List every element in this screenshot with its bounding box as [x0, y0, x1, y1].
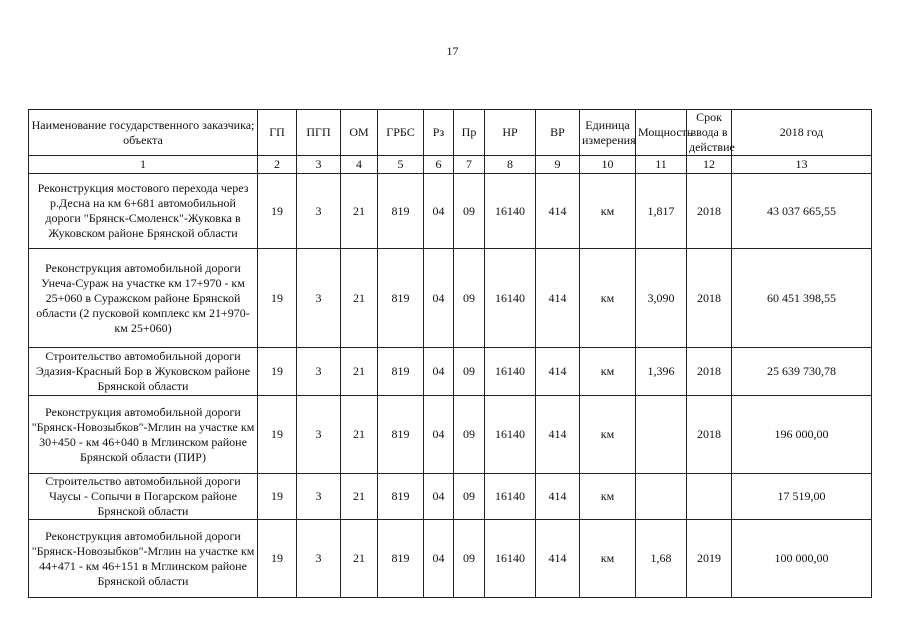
- cell-vr: 414: [536, 174, 580, 249]
- cell-om: 21: [341, 520, 378, 598]
- header-cell: ВР: [536, 110, 580, 156]
- cell-grbs: 819: [378, 348, 424, 396]
- cell-amount-2018: 43 037 665,55: [732, 174, 872, 249]
- cell-commission-year: 2018: [687, 348, 732, 396]
- cell-amount-2018: 60 451 398,55: [732, 249, 872, 348]
- header-cell: Рз: [424, 110, 454, 156]
- column-number: 13: [732, 156, 872, 174]
- cell-om: 21: [341, 348, 378, 396]
- cell-pgp: 3: [297, 249, 341, 348]
- cell-amount-2018: 17 519,00: [732, 474, 872, 520]
- table-row: [29, 249, 872, 348]
- cell-gp: 19: [258, 249, 297, 348]
- cell-commission-year: 2018: [687, 249, 732, 348]
- cell-pr: 09: [454, 520, 485, 598]
- cell-gp: 19: [258, 474, 297, 520]
- cell-pr: 09: [454, 474, 485, 520]
- cell-capacity: [636, 474, 687, 520]
- cell-nr: 16140: [485, 474, 536, 520]
- cell-nr: 16140: [485, 174, 536, 249]
- table-row: [29, 474, 872, 520]
- cell-vr: 414: [536, 348, 580, 396]
- cell-gp: 19: [258, 520, 297, 598]
- cell-unit: км: [580, 396, 636, 474]
- header-cell: ОМ: [341, 110, 378, 156]
- header-cell: НР: [485, 110, 536, 156]
- cell-unit: км: [580, 348, 636, 396]
- cell-rz: 04: [424, 249, 454, 348]
- cell-nr: 16140: [485, 249, 536, 348]
- cell-grbs: 819: [378, 174, 424, 249]
- cell-capacity: [636, 396, 687, 474]
- cell-commission-year: 2019: [687, 520, 732, 598]
- object-name: Реконструкция автомобильной дороги "Брянск-Новозыбков"-Мглин на участке км 44+471 - км 46+151 в Мглинском районе Брянской области: [29, 520, 258, 598]
- object-name: Реконструкция автомобильной дороги "Брянск-Новозыбков"-Мглин на участке км 30+450 - км 46+040 в Мглинском районе Брянской области (ПИР): [29, 396, 258, 474]
- column-number: 10: [580, 156, 636, 174]
- cell-unit: км: [580, 249, 636, 348]
- column-number: 3: [297, 156, 341, 174]
- cell-om: 21: [341, 249, 378, 348]
- cell-unit: км: [580, 174, 636, 249]
- cell-nr: 16140: [485, 348, 536, 396]
- cell-rz: 04: [424, 474, 454, 520]
- column-number: 2: [258, 156, 297, 174]
- cell-rz: 04: [424, 348, 454, 396]
- object-name: Строительство автомобильной дороги Чаусы - Сопычи в Погарском районе Брянской области: [29, 474, 258, 520]
- column-number: 6: [424, 156, 454, 174]
- cell-amount-2018: 25 639 730,78: [732, 348, 872, 396]
- cell-pr: 09: [454, 249, 485, 348]
- column-number: 12: [687, 156, 732, 174]
- cell-grbs: 819: [378, 474, 424, 520]
- cell-commission-year: 2018: [687, 396, 732, 474]
- cell-rz: 04: [424, 174, 454, 249]
- cell-unit: км: [580, 520, 636, 598]
- page-number: 17: [446, 44, 459, 58]
- header-cell: Мощность: [636, 110, 687, 156]
- cell-amount-2018: 100 000,00: [732, 520, 872, 598]
- cell-rz: 04: [424, 396, 454, 474]
- cell-unit: км: [580, 474, 636, 520]
- cell-grbs: 819: [378, 249, 424, 348]
- cell-vr: 414: [536, 249, 580, 348]
- cell-amount-2018: 196 000,00: [732, 396, 872, 474]
- cell-pgp: 3: [297, 348, 341, 396]
- cell-capacity: 3,090: [636, 249, 687, 348]
- cell-commission-year: [687, 474, 732, 520]
- cell-pgp: 3: [297, 174, 341, 249]
- header-cell: ГП: [258, 110, 297, 156]
- cell-pgp: 3: [297, 396, 341, 474]
- cell-gp: 19: [258, 348, 297, 396]
- cell-capacity: 1,68: [636, 520, 687, 598]
- cell-rz: 04: [424, 520, 454, 598]
- object-name: Строительство автомобильной дороги Эдазия-Красный Бор в Жуковском районе Брянской области: [29, 348, 258, 396]
- cell-pr: 09: [454, 348, 485, 396]
- cell-pgp: 3: [297, 520, 341, 598]
- cell-capacity: 1,817: [636, 174, 687, 249]
- column-number: 5: [378, 156, 424, 174]
- table-row: [29, 348, 872, 396]
- cell-grbs: 819: [378, 520, 424, 598]
- cell-commission-year: 2018: [687, 174, 732, 249]
- column-number: 7: [454, 156, 485, 174]
- cell-nr: 16140: [485, 396, 536, 474]
- cell-gp: 19: [258, 396, 297, 474]
- cell-vr: 414: [536, 520, 580, 598]
- column-number: 11: [636, 156, 687, 174]
- cell-gp: 19: [258, 174, 297, 249]
- object-name: Реконструкция автомобильной дороги Унеча-Сураж на участке км 17+970 - км 25+060 в Суражском районе Брянской области (2 пусковой комплекс км 21+970-км 25+060): [29, 249, 258, 348]
- header-cell: ПГП: [297, 110, 341, 156]
- header-cell: Единица измерения: [580, 110, 636, 156]
- header-cell: Пр: [454, 110, 485, 156]
- table-row: [29, 520, 872, 598]
- cell-grbs: 819: [378, 396, 424, 474]
- cell-pr: 09: [454, 174, 485, 249]
- cell-om: 21: [341, 396, 378, 474]
- cell-vr: 414: [536, 396, 580, 474]
- header-cell: Срок ввода в действие: [687, 110, 732, 156]
- table-row: [29, 174, 872, 249]
- table-row: [29, 396, 872, 474]
- budget-table: [28, 109, 872, 598]
- cell-pgp: 3: [297, 474, 341, 520]
- cell-om: 21: [341, 174, 378, 249]
- cell-capacity: 1,396: [636, 348, 687, 396]
- object-name: Реконструкция мостового перехода через р.Десна на км 6+681 автомобильной дороги "Брянск-Смоленск"-Жуковка в Жуковском районе Брянской области: [29, 174, 258, 249]
- cell-pr: 09: [454, 396, 485, 474]
- column-number-row: [29, 156, 872, 174]
- column-number: 1: [29, 156, 258, 174]
- column-number: 9: [536, 156, 580, 174]
- header-cell: Наименование государственного заказчика; объекта: [29, 110, 258, 156]
- cell-nr: 16140: [485, 520, 536, 598]
- cell-om: 21: [341, 474, 378, 520]
- header-cell: ГРБС: [378, 110, 424, 156]
- header-cell: 2018 год: [732, 110, 872, 156]
- cell-vr: 414: [536, 474, 580, 520]
- column-number: 4: [341, 156, 378, 174]
- column-number: 8: [485, 156, 536, 174]
- header-row: [29, 110, 872, 156]
